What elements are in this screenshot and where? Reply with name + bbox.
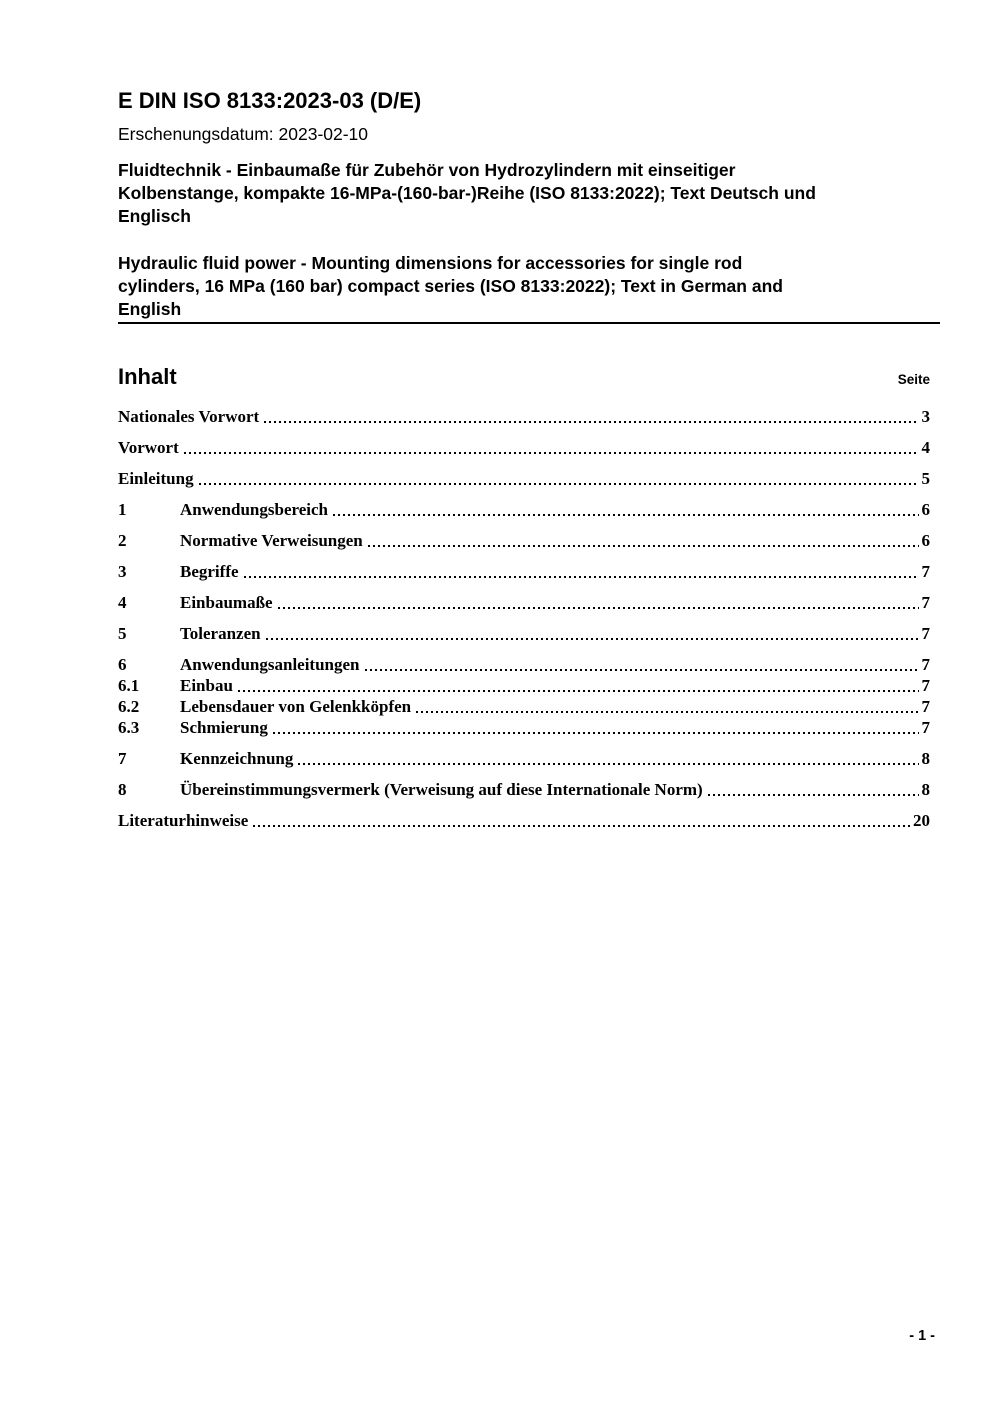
toc-dot-leader bbox=[416, 711, 918, 713]
title-english-line: cylinders, 16 MPa (160 bar) compact series (ISO 8133:2022); Text in German and bbox=[118, 276, 783, 296]
toc-dot-leader bbox=[273, 732, 919, 734]
toc-dot-leader bbox=[184, 452, 919, 454]
toc-entry bbox=[118, 407, 930, 427]
toc-entry-number: 8 bbox=[118, 780, 127, 799]
toc-entry-label: Schmierung bbox=[180, 718, 268, 737]
toc-entry-page: 3 bbox=[921, 407, 930, 426]
toc-entry-number: 3 bbox=[118, 562, 127, 581]
toc-entry-number: 5 bbox=[118, 624, 127, 643]
title-german-line: Fluidtechnik - Einbaumaße für Zubehör von Hydrozylindern mit einseitiger bbox=[118, 160, 736, 180]
toc-page-column-label: Seite bbox=[897, 372, 930, 387]
toc-entry-label: Übereinstimmungsvermerk (Verweisung auf diese Internationale Norm) bbox=[180, 780, 703, 799]
toc-entry-page: 5 bbox=[921, 469, 930, 488]
toc-entry bbox=[118, 593, 930, 613]
toc-entry-label: Nationales Vorwort bbox=[118, 407, 260, 426]
toc-dot-leader bbox=[298, 763, 918, 765]
toc-entry-label: Einbau bbox=[180, 676, 233, 695]
toc-dot-leader bbox=[244, 576, 919, 578]
toc-entry-page: 7 bbox=[921, 593, 930, 612]
toc-entry bbox=[118, 811, 930, 831]
toc-dot-leader bbox=[199, 483, 919, 485]
toc-entry-label: Einbaumaße bbox=[180, 593, 273, 612]
toc-entry bbox=[118, 469, 930, 489]
toc-entry bbox=[118, 780, 930, 800]
doc-title: E DIN ISO 8133:2023-03 (D/E) bbox=[118, 88, 422, 113]
toc-dot-leader bbox=[278, 607, 919, 609]
title-english-line: English bbox=[118, 299, 182, 319]
title-english bbox=[118, 252, 938, 321]
toc-dot-leader bbox=[333, 514, 919, 516]
toc-dot-leader bbox=[368, 545, 919, 547]
toc-list bbox=[118, 407, 938, 831]
toc-entry-label: Einleitung bbox=[118, 469, 194, 488]
toc-entry-page: 6 bbox=[921, 500, 930, 519]
toc-entry bbox=[118, 500, 930, 520]
toc-entry-number: 6 bbox=[118, 655, 127, 674]
toc-entry bbox=[118, 676, 930, 696]
toc-entry-page: 4 bbox=[921, 438, 930, 457]
toc-entry-page: 20 bbox=[913, 811, 930, 830]
toc-entry bbox=[118, 655, 930, 675]
toc-entry bbox=[118, 697, 930, 717]
title-german-line: Kolbenstange, kompakte 16-MPa-(160-bar-)Reihe (ISO 8133:2022); Text Deutsch und bbox=[118, 183, 816, 203]
toc-entry-page: 6 bbox=[921, 531, 930, 550]
toc-heading: Inhalt bbox=[118, 364, 177, 389]
toc-entry-page: 7 bbox=[921, 718, 930, 737]
toc-entry-number: 2 bbox=[118, 531, 127, 550]
title-german bbox=[118, 159, 938, 228]
divider-line bbox=[118, 322, 940, 324]
toc-entry-number: 7 bbox=[118, 749, 127, 768]
toc-entry-page: 7 bbox=[921, 562, 930, 581]
toc-entry-page: 7 bbox=[921, 676, 930, 695]
publication-date: Erschenungsdatum: 2023-02-10 bbox=[118, 124, 369, 144]
toc-entry-label: Lebensdauer von Gelenkköpfen bbox=[180, 697, 412, 716]
toc-entry-number: 6.2 bbox=[118, 697, 140, 716]
toc-entry-label: Vorwort bbox=[118, 438, 179, 457]
toc-dot-leader bbox=[253, 825, 910, 827]
toc-dot-leader bbox=[708, 794, 919, 796]
toc-header bbox=[118, 364, 938, 390]
toc-dot-leader bbox=[264, 421, 918, 423]
toc-entry bbox=[118, 624, 930, 644]
toc-entry-page: 7 bbox=[921, 624, 930, 643]
title-english-line: Hydraulic fluid power - Mounting dimensions for accessories for single rod bbox=[118, 253, 743, 273]
toc-entry-label: Literaturhinweise bbox=[118, 811, 249, 830]
toc-entry bbox=[118, 718, 930, 738]
toc-entry-number: 4 bbox=[118, 593, 127, 612]
toc-entry-number: 1 bbox=[118, 500, 127, 519]
toc-dot-leader bbox=[238, 690, 919, 692]
toc-dot-leader bbox=[365, 669, 919, 671]
toc-entry-label: Anwendungsbereich bbox=[180, 500, 328, 519]
toc-entry-number: 6.1 bbox=[118, 676, 140, 695]
toc-entry bbox=[118, 749, 930, 769]
toc-entry-label: Kennzeichnung bbox=[180, 749, 294, 768]
page-number-footer: - 1 - bbox=[909, 1328, 935, 1344]
document-page bbox=[118, 0, 938, 831]
toc-entry bbox=[118, 531, 930, 551]
toc-entry-label: Anwendungsanleitungen bbox=[180, 655, 360, 674]
toc-entry-label: Begriffe bbox=[180, 562, 239, 581]
toc-dot-leader bbox=[266, 638, 919, 640]
toc-entry-page: 7 bbox=[921, 655, 930, 674]
toc-entry-label: Toleranzen bbox=[180, 624, 261, 643]
toc-entry bbox=[118, 562, 930, 582]
toc-entry-page: 8 bbox=[921, 749, 930, 768]
toc-entry-number: 6.3 bbox=[118, 718, 140, 737]
toc-entry-page: 8 bbox=[921, 780, 930, 799]
toc-entry bbox=[118, 438, 930, 458]
toc-entry-page: 7 bbox=[921, 697, 930, 716]
toc-entry-label: Normative Verweisungen bbox=[180, 531, 363, 550]
title-german-line: Englisch bbox=[118, 206, 191, 226]
